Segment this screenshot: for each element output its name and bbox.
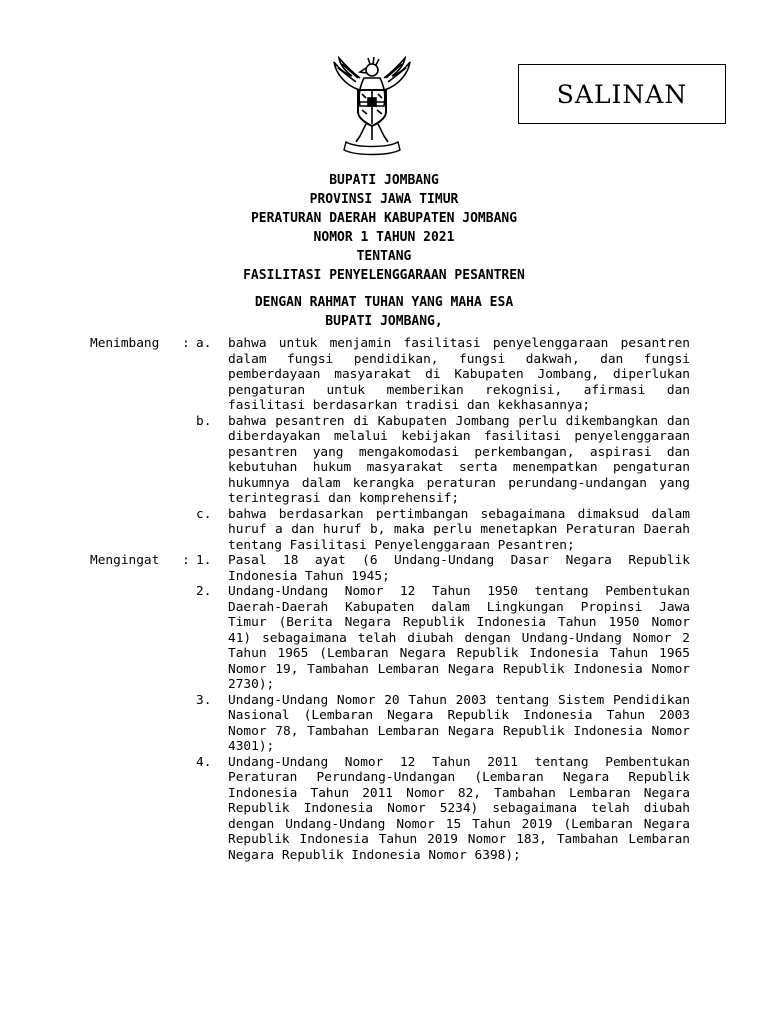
colon: : <box>182 553 190 568</box>
title-line-province: PROVINSI JAWA TIMUR <box>309 192 459 207</box>
title-line-number: NOMOR 1 TAHUN 2021 <box>313 230 455 245</box>
title-line-subject: FASILITASI PENYELENGGARAAN PESANTREN <box>243 268 525 283</box>
considering-item <box>90 336 690 414</box>
document-body <box>90 336 690 863</box>
recalling-item <box>90 553 690 584</box>
item-text: Undang-Undang Nomor 20 Tahun 2003 tentang Sistem Pendidikan Nasional (Lembaran Negara Republik Indonesia Tahun 2003 Nomor 78, Tambahan Lembaran Negara Republik Indonesia Nomor 4301); <box>228 692 690 754</box>
item-text: Pasal 18 ayat (6 Undang-Undang Dasar Negara Republik Indonesia Tahun 1945; <box>228 553 690 584</box>
preamble-line-regent: BUPATI JOMBANG, <box>325 314 443 329</box>
item-marker: 4. <box>196 754 212 770</box>
item-text: bahwa berdasarkan pertimbangan sebagaimana dimaksud dalam huruf a dan huruf b, maka perlu menetapkan Peraturan Daerah tentang Fasilitasi Penyelenggaraan Pesantren; <box>228 506 690 553</box>
preamble-line-invocation: DENGAN RAHMAT TUHAN YANG MAHA ESA <box>254 295 514 310</box>
garuda-emblem-icon <box>330 56 414 160</box>
preamble-block <box>0 293 768 331</box>
recalling-item <box>90 584 690 693</box>
item-marker: c. <box>196 506 212 522</box>
recalling-item <box>90 755 690 864</box>
colon: : <box>182 336 190 351</box>
considering-label: Menimbang <box>90 336 160 351</box>
recalling-item <box>90 693 690 755</box>
title-line-regent: BUPATI JOMBANG <box>329 173 439 188</box>
document-title-block <box>0 171 768 285</box>
recalling-label: Mengingat <box>90 553 160 568</box>
considering-item <box>90 507 690 554</box>
salinan-stamp: SALINAN <box>518 64 726 124</box>
item-text: Undang-Undang Nomor 12 Tahun 1950 tentang Pembentukan Daerah-Daerah Kabupaten dalam Lingkungan Propinsi Jawa Timur (Berita Negara Republik Indonesia Tahun 1950 Nomor 41) sebagaimana telah diubah dengan Undang-Undang Nomor 2 Tahun 1965 (Lembaran Negara Republik Indonesia Tahun 1965 Nomor 19, Tambahan Lembaran Negara Republik Indonesia Nomor 2730); <box>228 584 690 692</box>
item-text: bahwa untuk menjamin fasilitasi penyelenggaraan pesantren dalam fungsi pendidikan, fungsi dakwah, dan fungsi pemberdayaan masyarakat di Kabupaten Jombang, diperlukan pengaturan untuk memberikan rekognisi, afirmasi dan fasilitasi berdasarkan tradisi dan kekhasannya; <box>228 336 690 413</box>
item-marker: a. <box>196 336 212 351</box>
title-line-regulation: PERATURAN DAERAH KABUPATEN JOMBANG <box>250 211 518 226</box>
item-marker: 3. <box>196 692 212 708</box>
considering-item <box>90 414 690 507</box>
item-marker: 2. <box>196 584 212 599</box>
title-line-tentang: TENTANG <box>356 249 412 264</box>
item-text: Undang-Undang Nomor 12 Tahun 2011 tentang Pembentukan Peraturan Perundang-Undangan (Lembaran Negara Republik Indonesia Tahun 2011 Nomor 82, Tambahan Lembaran Negara Republik Indonesia Nomor 5234) sebagaimana telah diubah dengan Undang-Undang Nomor 15 Tahun 2019 (Lembaran Negara Republik Indonesia Tahun 2019 Nomor 183, Tambahan Lembaran Negara Republik Indonesia Nomor 6398); <box>228 754 690 863</box>
item-marker: 1. <box>196 553 212 568</box>
item-text: bahwa pesantren di Kabupaten Jombang perlu dikembangkan dan diberdayakan melalui kebijakan fasilitasi penyelenggaraan pesantren yang mengakomodasi perkembangan, aspirasi dan kebutuhan hukum masyarakat serta menempatkan pengaturan hukumnya dalam kerangka peraturan perundang-undangan yang terintegrasi dan komprehensif; <box>228 413 690 506</box>
item-marker: b. <box>196 413 212 429</box>
